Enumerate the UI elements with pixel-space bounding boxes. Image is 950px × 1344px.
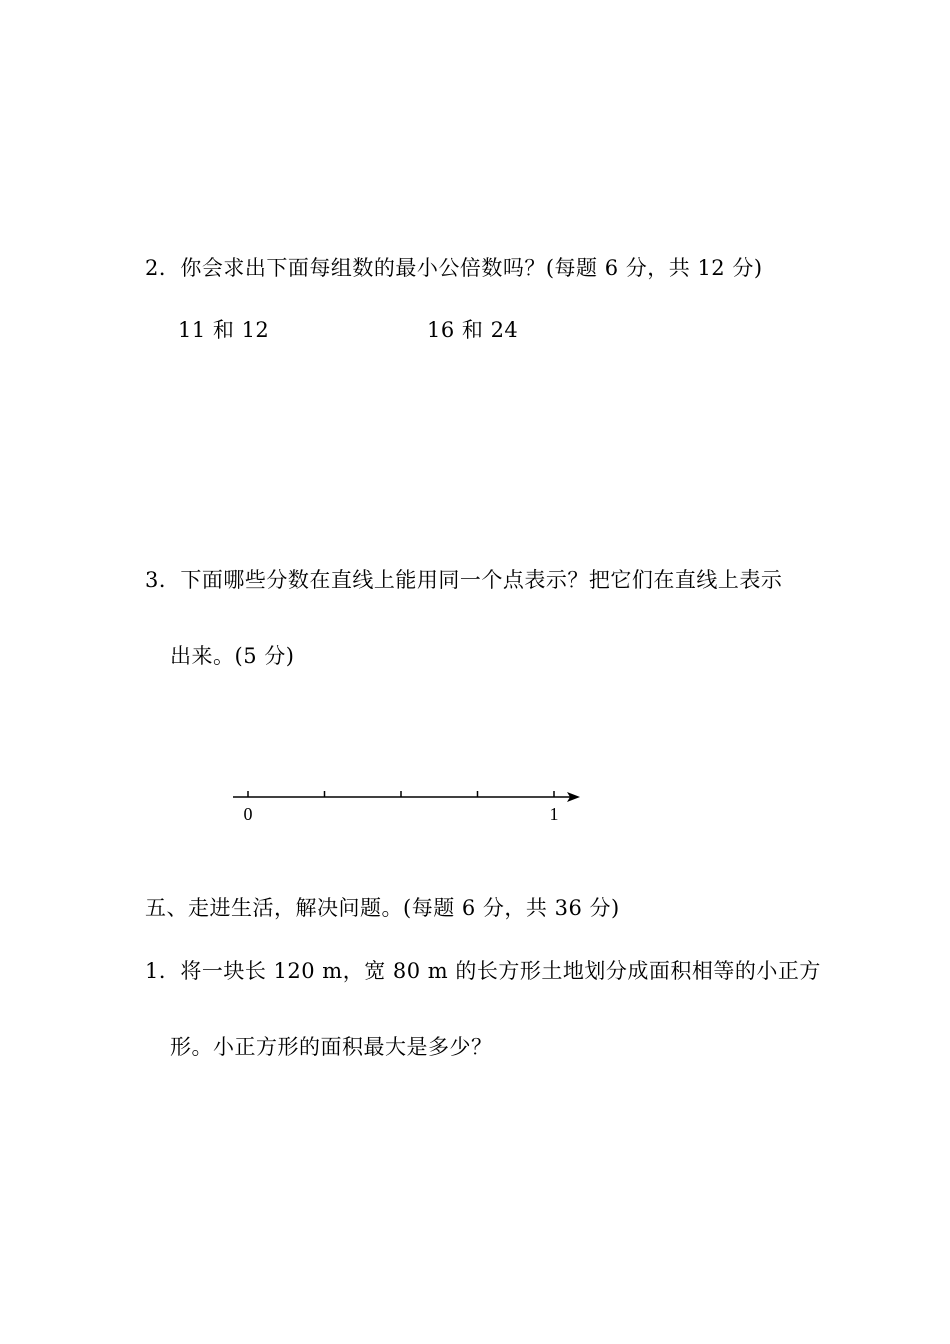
question-3-text-line-1: 3．下面哪些分数在直线上能用同一个点表示？把它们在直线上表示 [145, 568, 783, 592]
section-5-title: 五、走进生活，解决问题。(每题 6 分，共 36 分) [145, 896, 620, 920]
question-2-item-a: 11 和 12 [178, 318, 270, 342]
number-line-label-one: 1 [549, 804, 559, 824]
number-line [225, 780, 595, 830]
question-2-item-b: 16 和 24 [427, 318, 519, 342]
question-2-title: 2．你会求出下面每组数的最小公倍数吗？(每题 6 分，共 12 分) [145, 256, 763, 280]
question-3-text-line-2: 出来。(5 分) [170, 644, 295, 668]
problem-1-text-line-2: 形。小正方形的面积最大是多少？ [170, 1035, 493, 1059]
number-line-label-zero: 0 [243, 804, 253, 824]
problem-1-text-line-1: 1．将一块长 120 m，宽 80 m 的长方形土地划分成面积相等的小正方 [145, 959, 821, 983]
number-line-ticks [248, 791, 554, 797]
